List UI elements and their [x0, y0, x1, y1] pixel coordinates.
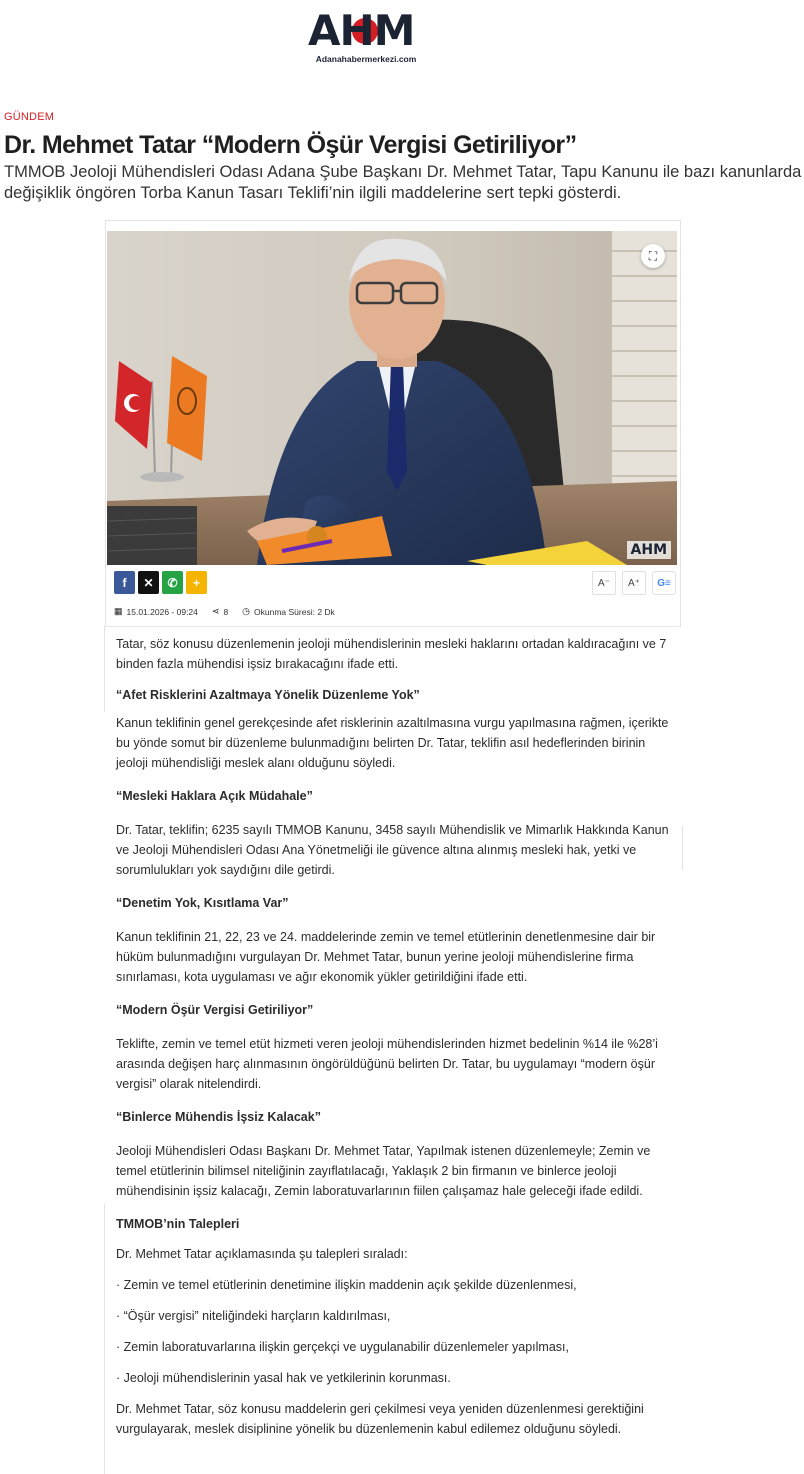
- logo-mark: [308, 6, 424, 55]
- paragraph: Jeoloji Mühendisleri Odası Başkanı Dr. Mehmet Tatar, Yapılmak istenen düzenlemeyle; Zemin ve temel etütlerinin bilimsel niteliğinin zayıflatılacağı, Yaklaşık 2 bin firmanın ve binlerce jeoloji mühendisinin işsiz kalacağı, Zemin laboratuvarlarının fiilen çalışamaz hale geleceği ifade edildi.: [116, 1144, 651, 1198]
- meta-date: [114, 606, 198, 617]
- list-item: · Zemin laboratuvarlarına ilişkin gerçekçi ve uygulanabilir düzenlemeler yapılması,: [116, 1340, 569, 1354]
- share-icon: ⋖: [211, 606, 220, 616]
- photo-watermark: AHM: [627, 541, 671, 559]
- facebook-share-button[interactable]: f: [114, 571, 135, 594]
- paragraph: Tatar, söz konusu düzenlemenin jeoloji mühendislerinin mesleki haklarını ortadan kaldıracağını ve 7 binden fazla mühendisi işsiz bırakacağını ifade etti.: [116, 637, 667, 671]
- section-heading: “Afet Risklerini Azaltmaya Yönelik Düzenleme Yok”: [116, 688, 420, 702]
- paragraph: Dr. Tatar, teklifin; 6235 sayılı TMMOB Kanunu, 3458 sayılı Mühendislik ve Mimarlık Hakkında Kanun ve Jeoloji Mühendisleri Odası Ana Yönetmeliği ile güvence altına alınmış mesleki hak, yetki ve sorumlulukları yok saydığını dile getirdi.: [116, 823, 669, 877]
- list-item: · “Öşür vergisi” niteliğindeki harçların kaldırılması,: [116, 1309, 391, 1323]
- section-heading: “Mesleki Haklara Açık Müdahale”: [116, 789, 313, 803]
- publish-date: 15.01.2026 - 09:24: [126, 606, 198, 617]
- content-border-left-2: [104, 1204, 105, 1474]
- paragraph: Kanun teklifinin genel gerekçesinde afet risklerinin azaltılmasına vurgu yapılmasına rağmen, içerikte bu yönde somut bir düzenleme bulunmadığını belirten Dr. Tatar, teklifin asıl hedeflerinden birinin jeoloji mühendisliği meslek alanı olduğunu söyledi.: [116, 716, 669, 770]
- expand-image-icon[interactable]: ⛶: [641, 244, 665, 268]
- paragraph: Kanun teklifinin 21, 22, 23 ve 24. maddelerinde zemin ve temel etütlerinin denetlenmesine dair bir hüküm bulunmadığını vurgulayan Dr. Mehmet Tatar, bunun yerine jeoloji mühendislerine firma sınırlaması, kota uygulaması ve ağır ekonomik yükler getirildiğini ifade etti.: [116, 930, 656, 984]
- more-share-button[interactable]: +: [186, 571, 207, 594]
- meta-divider: [105, 626, 679, 627]
- site-logo[interactable]: [308, 6, 424, 64]
- list-item: · Zemin ve temel etütlerinin denetimine ilişkin maddenin açık şekilde düzenlenmesi,: [116, 1278, 577, 1292]
- logo-url: Adanahabermerkezi.com: [315, 54, 417, 64]
- content-border-left-1: [104, 626, 105, 712]
- section-heading: “Modern Öşür Vergisi Getiriliyor”: [116, 1003, 314, 1017]
- whatsapp-share-button[interactable]: ✆: [162, 571, 183, 594]
- google-news-icon[interactable]: G≡: [652, 571, 676, 595]
- meta-read-time: [242, 606, 335, 617]
- font-increase-button[interactable]: A⁺: [622, 571, 646, 595]
- clock-icon: ◷: [242, 606, 251, 616]
- paragraph: Dr. Mehmet Tatar açıklamasında şu talepleri sıraladı:: [116, 1247, 408, 1261]
- section-heading: TMMOB’nin Talepleri: [116, 1217, 240, 1231]
- calendar-icon: ▦: [114, 606, 123, 616]
- logo-text: AHM: [308, 6, 415, 55]
- meta-shares: [212, 606, 228, 617]
- section-heading: “Denetim Yok, Kısıtlama Var”: [116, 896, 289, 910]
- article-body: [116, 634, 676, 1450]
- paragraph: Teklifte, zemin ve temel etüt hizmeti veren jeoloji mühendislerinden hizmet bedelinin %14 ile %28’i arasında değişen harç alınmasının öngörüldüğünü belirten Dr. Tatar, bu uygulamayı “modern öşür vergisi” olarak nitelendirdi.: [116, 1037, 658, 1091]
- font-decrease-button[interactable]: A⁻: [592, 571, 616, 595]
- article-summary: TMMOB Jeoloji Mühendisleri Odası Adana Şube Başkanı Dr. Mehmet Tatar, Tapu Kanunu ile bazı kanunlarda değişiklik öngören Torba Kanun Tasarı Teklifi’nin ilgili maddelerine sert tepki gösterdi.: [4, 163, 802, 202]
- article-photo: [107, 231, 677, 565]
- article-title: Dr. Mehmet Tatar “Modern Öşür Vergisi Getiriliyor”: [4, 131, 577, 159]
- share-buttons: [114, 571, 207, 594]
- category-label[interactable]: GÜNDEM: [4, 111, 55, 123]
- paragraph: Dr. Mehmet Tatar, söz konusu maddelerin geri çekilmesi veya yeniden düzenlenmesi gerektiğini vurgulayarak, meslek disiplinine yönelik bu düzenlemenin kabul edilemez olduğunu söyledi.: [116, 1402, 644, 1436]
- x-share-button[interactable]: ✕: [138, 571, 159, 594]
- photo-illustration: [107, 231, 677, 565]
- reading-tools: [592, 571, 676, 595]
- list-item: · Jeoloji mühendislerinin yasal hak ve yetkilerinin korunması.: [116, 1371, 451, 1385]
- section-heading: “Binlerce Mühendis İşsiz Kalacak”: [116, 1110, 321, 1124]
- share-count: 8: [223, 606, 229, 617]
- article-meta: [114, 606, 335, 617]
- read-time: Okunma Süresi: 2 Dk: [254, 606, 335, 617]
- content-border-right: [682, 826, 683, 870]
